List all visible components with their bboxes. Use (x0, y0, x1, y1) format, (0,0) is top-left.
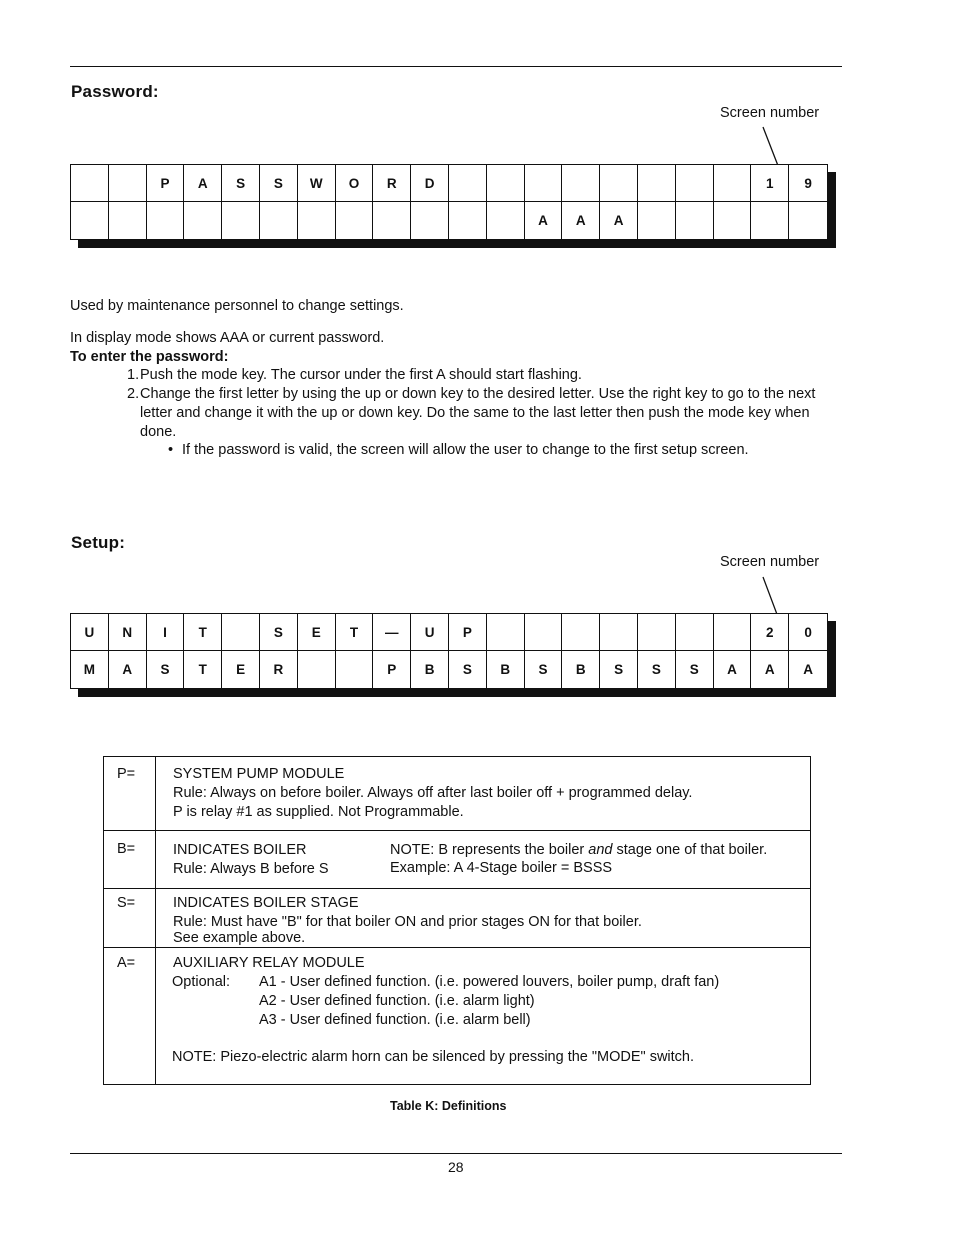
boiler-note-emphasis: and (588, 842, 613, 858)
setup-display-grid (70, 613, 828, 689)
display-char-cell: P (147, 165, 185, 202)
bottom-rule (70, 1153, 842, 1154)
display-char-cell: A (109, 651, 147, 688)
display-char-cell: 1 (751, 165, 789, 202)
display-char-cell: 0 (789, 614, 827, 651)
display-char-cell: T (184, 614, 222, 651)
alarm-horn-note: NOTE: Piezo-electric alarm horn can be silenced by pressing the "MODE" switch. (172, 1049, 695, 1065)
display-char-cell: T (184, 651, 222, 688)
definition-key: P= (117, 766, 136, 782)
option-a2: A2 - User defined function. (i.e. alarm light) (259, 993, 535, 1009)
display-char-cell: 9 (789, 165, 827, 202)
bullet-text: If the password is valid, the screen will allow the user to change to the first setup screen. (182, 442, 749, 458)
definition-key: S= (117, 895, 136, 911)
display-char-cell: U (411, 614, 449, 651)
display-char-cell: P (449, 614, 487, 651)
definition-key: B= (117, 841, 136, 857)
display-char-cell: R (260, 651, 298, 688)
boiler-note (390, 841, 767, 860)
display-char-cell: A (803, 662, 813, 677)
display-char-cell: S (147, 651, 185, 688)
step-text: Change the first letter by using the up or down key to the desired letter. Use the right key to go to the next letter and change it with the up or down key. Do the same to the last letter then push the mode key when done. (140, 386, 816, 440)
optional-label: Optional: (172, 974, 231, 990)
display-char-cell: D (411, 165, 449, 202)
setup-display (70, 613, 828, 689)
display-char-cell (487, 614, 525, 651)
display-char-cell: P (373, 651, 411, 688)
display-char-cell: B (411, 651, 449, 688)
display-char-cell: U (71, 614, 109, 651)
display-char-cell: E (222, 651, 260, 688)
display-char-cell: S (638, 651, 676, 688)
option-a3: A3 - User defined function. (i.e. alarm bell) (259, 1012, 531, 1028)
display-char-cell: T (336, 614, 374, 651)
display-char-cell: E (298, 614, 336, 651)
display-char-cell: A (714, 651, 752, 688)
page-number: 28 (448, 1159, 464, 1175)
display-char-cell: A (751, 651, 789, 688)
definition-row-p (104, 757, 810, 830)
definition-row-s (104, 888, 810, 948)
display-char-cell: M (71, 651, 109, 688)
display-mode-text: In display mode shows AAA or current password. (70, 330, 385, 346)
step-text: Push the mode key. The cursor under the first A should start flashing. (140, 367, 582, 383)
password-screen-number-label: Screen number (720, 105, 820, 121)
display-char-cell: S (449, 651, 487, 688)
display-char-cell: W (298, 165, 336, 202)
definition-line: See example above. (173, 930, 306, 946)
display-char-cell: A (184, 165, 222, 202)
display-char-cell: A (525, 202, 563, 239)
password-description: Used by maintenance personnel to change settings. (70, 298, 404, 314)
boiler-example: Example: A 4-Stage boiler = BSSS (390, 860, 613, 876)
display-char-cell (298, 651, 336, 688)
definition-title: INDICATES BOILER (173, 842, 307, 858)
display-char-cell: S (260, 614, 298, 651)
display-char-cell (336, 651, 374, 688)
display-char-cell (562, 614, 600, 651)
display-char-cell (600, 614, 638, 651)
display-char-cell: S (525, 651, 563, 688)
definition-title: SYSTEM PUMP MODULE (173, 766, 345, 782)
display-char-cell: — (373, 614, 411, 651)
setup-heading: Setup: (71, 533, 126, 552)
display-char-cell: A (600, 202, 638, 239)
definition-line: Rule: Always on before boiler. Always off after last boiler off + programmed delay. (173, 785, 693, 801)
definition-row-a (104, 947, 810, 1085)
definition-row-b (104, 830, 810, 889)
step-number: 1. (127, 367, 140, 383)
display-char-cell: A (562, 202, 600, 239)
definition-title: INDICATES BOILER STAGE (173, 895, 359, 911)
display-char-cell: N (109, 614, 147, 651)
display-char-cell: 2 (751, 614, 789, 651)
password-heading: Password: (71, 82, 159, 101)
display-char-cell (525, 614, 563, 651)
display-char-cell: S (676, 651, 714, 688)
option-a1: A1 - User defined function. (i.e. powered louvers, boiler pump, draft fan) (259, 974, 720, 990)
display-char-cell: B (562, 651, 600, 688)
display-char-cell: S (600, 651, 638, 688)
boiler-note-text: stage one of that boiler. (612, 842, 768, 858)
definition-key: A= (117, 955, 136, 971)
enter-password-heading: To enter the password: (70, 349, 229, 365)
display-char-cell: B (487, 651, 525, 688)
display-char-cell (638, 614, 676, 651)
definition-line: P is relay #1 as supplied. Not Programmable. (173, 804, 464, 820)
display-char-cell: R (373, 165, 411, 202)
definition-title: AUXILIARY RELAY MODULE (173, 955, 365, 971)
display-char-cell: I (147, 614, 185, 651)
display-char-cell: S (260, 165, 298, 202)
bullet-icon: • (168, 442, 174, 458)
step-number: 2. (127, 386, 140, 402)
definition-line: Rule: Always B before S (173, 861, 329, 877)
table-caption: Table K: Definitions (390, 1099, 507, 1113)
boiler-note-text: NOTE: B represents the boiler (390, 842, 589, 858)
display-char-cell: O (336, 165, 374, 202)
display-char-cell (222, 614, 260, 651)
definition-line: Rule: Must have "B" for that boiler ON and prior stages ON for that boiler. (173, 914, 642, 930)
setup-screen-number-label: Screen number (720, 554, 820, 570)
display-char-cell (676, 614, 714, 651)
display-char-cell: S (222, 165, 260, 202)
display-char-cell (714, 614, 752, 651)
definitions-table (103, 756, 811, 1085)
